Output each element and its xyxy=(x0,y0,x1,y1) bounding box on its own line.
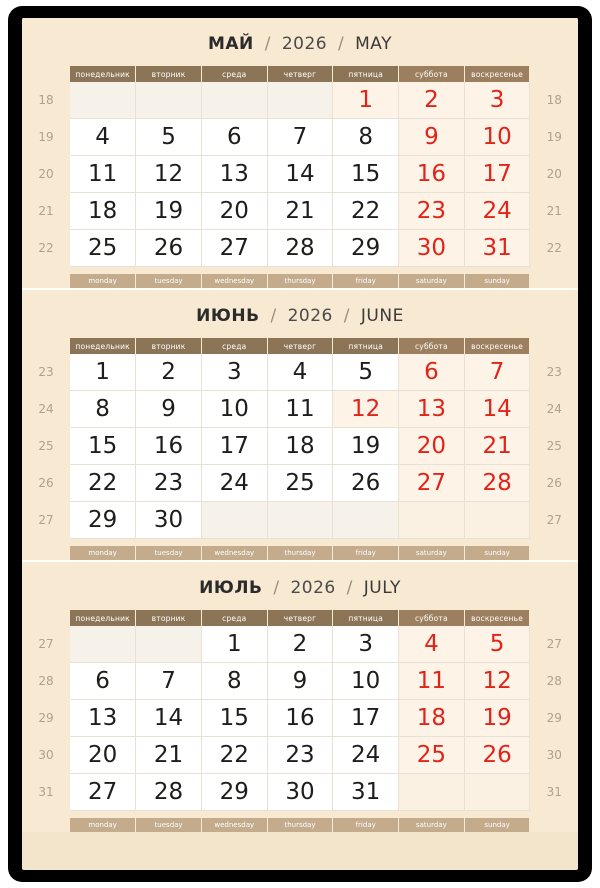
week-number-right: 22 xyxy=(530,230,578,267)
weekday-header-sunday: воскресенье xyxy=(464,610,530,626)
week-number-left: 27 xyxy=(22,502,70,539)
weekday-header-thursday: четверг xyxy=(267,66,333,82)
calendar-week-row xyxy=(22,465,578,502)
week-number-footer-left xyxy=(22,818,70,832)
day-cell[interactable]: 30 xyxy=(267,774,333,811)
day-cell[interactable]: 24 xyxy=(201,465,267,502)
day-cell[interactable] xyxy=(201,82,267,119)
week-number-left: 19 xyxy=(22,119,70,156)
weekday-header-row-ru xyxy=(22,610,578,626)
day-cell[interactable]: 20 xyxy=(201,193,267,230)
day-cell[interactable]: 29 xyxy=(333,230,399,267)
weekday-header-tuesday: вторник xyxy=(136,66,202,82)
month-block-may xyxy=(22,18,578,288)
day-cell[interactable]: 22 xyxy=(201,737,267,774)
day-cell[interactable]: 5 xyxy=(136,119,202,156)
calendar-week-row xyxy=(22,193,578,230)
weekday-header-friday: пятница xyxy=(333,66,399,82)
weekday-header-saturday: суббота xyxy=(399,338,465,354)
title-separator: / xyxy=(264,34,271,54)
day-cell[interactable]: 21 xyxy=(136,737,202,774)
weekday-footer-saturday: saturday xyxy=(399,274,465,288)
day-cell[interactable]: 20 xyxy=(70,737,136,774)
day-cell[interactable]: 10 xyxy=(201,391,267,428)
weekday-footer-thursday: thursday xyxy=(267,546,333,560)
week-number-footer-right xyxy=(530,818,578,832)
week-number-left: 29 xyxy=(22,700,70,737)
calendar-week-row xyxy=(22,502,578,539)
month-table-may xyxy=(22,66,578,288)
weekday-footer-sunday: sunday xyxy=(464,274,530,288)
day-cell[interactable]: 28 xyxy=(464,465,530,502)
day-cell[interactable]: 17 xyxy=(464,156,530,193)
day-cell[interactable]: 9 xyxy=(267,663,333,700)
day-cell[interactable]: 29 xyxy=(70,502,136,539)
month-name-ru: ИЮНЬ xyxy=(196,306,260,326)
weekday-header-tuesday: вторник xyxy=(136,610,202,626)
day-cell[interactable]: 13 xyxy=(399,391,465,428)
week-number-right: 30 xyxy=(530,737,578,774)
day-cell[interactable]: 6 xyxy=(70,663,136,700)
calendar-week-row xyxy=(22,82,578,119)
day-cell[interactable] xyxy=(136,626,202,663)
day-cell[interactable]: 31 xyxy=(333,774,399,811)
month-name-en: JUNE xyxy=(360,306,404,326)
title-separator: / xyxy=(270,306,277,326)
day-cell[interactable]: 5 xyxy=(464,626,530,663)
day-cell[interactable]: 24 xyxy=(464,193,530,230)
day-cell[interactable]: 22 xyxy=(70,465,136,502)
day-cell[interactable]: 26 xyxy=(464,737,530,774)
week-number-left: 21 xyxy=(22,193,70,230)
day-cell[interactable]: 28 xyxy=(267,230,333,267)
title-separator: / xyxy=(346,578,353,598)
day-cell[interactable]: 30 xyxy=(136,502,202,539)
day-cell[interactable]: 13 xyxy=(70,700,136,737)
week-number-header-left xyxy=(22,338,70,354)
weekday-footer-sunday: sunday xyxy=(464,818,530,832)
weekday-header-thursday: четверг xyxy=(267,338,333,354)
weekday-footer-friday: friday xyxy=(333,818,399,832)
day-cell[interactable] xyxy=(333,502,399,539)
weekday-header-sunday: воскресенье xyxy=(464,66,530,82)
week-number-right: 24 xyxy=(530,391,578,428)
weekday-footer-tuesday: tuesday xyxy=(136,546,202,560)
table-spacer xyxy=(22,539,578,547)
day-cell[interactable]: 2 xyxy=(136,354,202,391)
calendar-week-row xyxy=(22,354,578,391)
weekday-header-monday: понедельник xyxy=(70,610,136,626)
weekday-header-thursday: четверг xyxy=(267,610,333,626)
day-cell[interactable]: 12 xyxy=(464,663,530,700)
weekday-footer-wednesday: wednesday xyxy=(201,274,267,288)
weekday-header-tuesday: вторник xyxy=(136,338,202,354)
month-title-may xyxy=(22,18,578,66)
day-cell[interactable]: 11 xyxy=(399,663,465,700)
day-cell[interactable]: 21 xyxy=(464,428,530,465)
week-number-left: 25 xyxy=(22,428,70,465)
day-cell[interactable] xyxy=(464,502,530,539)
week-number-left: 28 xyxy=(22,663,70,700)
day-cell[interactable]: 8 xyxy=(333,119,399,156)
day-cell[interactable]: 21 xyxy=(267,193,333,230)
week-number-header-left xyxy=(22,66,70,82)
calendar-week-row xyxy=(22,774,578,811)
day-cell[interactable]: 23 xyxy=(267,737,333,774)
day-cell[interactable]: 4 xyxy=(70,119,136,156)
weekday-header-sunday: воскресенье xyxy=(464,338,530,354)
month-title-june xyxy=(22,290,578,338)
weekday-header-row-ru xyxy=(22,66,578,82)
day-cell[interactable]: 4 xyxy=(399,626,465,663)
week-number-right: 21 xyxy=(530,193,578,230)
day-cell[interactable]: 28 xyxy=(136,774,202,811)
day-cell[interactable]: 14 xyxy=(267,156,333,193)
week-number-left: 31 xyxy=(22,774,70,811)
month-block-june xyxy=(22,288,578,560)
month-year: 2026 xyxy=(281,34,328,54)
day-cell[interactable]: 12 xyxy=(136,156,202,193)
week-number-left: 23 xyxy=(22,354,70,391)
week-number-header-right xyxy=(530,610,578,626)
weekday-header-row-ru xyxy=(22,338,578,354)
weekday-footer-row-en xyxy=(22,818,578,832)
week-number-left: 20 xyxy=(22,156,70,193)
weekday-footer-sunday: sunday xyxy=(464,546,530,560)
day-cell[interactable]: 24 xyxy=(333,737,399,774)
day-cell[interactable]: 1 xyxy=(70,354,136,391)
day-cell[interactable] xyxy=(136,82,202,119)
week-number-right: 27 xyxy=(530,502,578,539)
day-cell[interactable]: 1 xyxy=(201,626,267,663)
weekday-header-saturday: суббота xyxy=(399,610,465,626)
week-number-header-right xyxy=(530,338,578,354)
table-spacer xyxy=(22,811,578,819)
day-cell[interactable]: 6 xyxy=(399,354,465,391)
day-cell[interactable]: 16 xyxy=(267,700,333,737)
week-number-left: 24 xyxy=(22,391,70,428)
month-table-june xyxy=(22,338,578,560)
day-cell[interactable]: 8 xyxy=(70,391,136,428)
day-cell[interactable]: 15 xyxy=(333,156,399,193)
weekday-footer-monday: monday xyxy=(70,274,136,288)
week-number-right: 31 xyxy=(530,774,578,811)
weekday-header-wednesday: среда xyxy=(201,66,267,82)
week-number-left: 18 xyxy=(22,82,70,119)
week-number-right: 23 xyxy=(530,354,578,391)
week-number-right: 26 xyxy=(530,465,578,502)
day-cell[interactable] xyxy=(70,626,136,663)
weekday-header-monday: понедельник xyxy=(70,66,136,82)
calendar-week-row xyxy=(22,737,578,774)
week-number-right: 29 xyxy=(530,700,578,737)
weekday-header-friday: пятница xyxy=(333,610,399,626)
day-cell[interactable]: 12 xyxy=(333,391,399,428)
day-cell[interactable] xyxy=(267,502,333,539)
day-cell[interactable]: 7 xyxy=(464,354,530,391)
calendar-sheet xyxy=(22,18,578,870)
day-cell[interactable]: 10 xyxy=(333,663,399,700)
week-number-left: 26 xyxy=(22,465,70,502)
day-cell[interactable]: 25 xyxy=(70,230,136,267)
weekday-footer-row-en xyxy=(22,546,578,560)
day-cell[interactable]: 18 xyxy=(267,428,333,465)
week-number-right: 28 xyxy=(530,663,578,700)
month-year: 2026 xyxy=(290,578,336,598)
day-cell[interactable]: 26 xyxy=(333,465,399,502)
weekday-footer-wednesday: wednesday xyxy=(201,818,267,832)
day-cell[interactable]: 20 xyxy=(399,428,465,465)
day-cell[interactable]: 22 xyxy=(333,193,399,230)
weekday-footer-thursday: thursday xyxy=(267,818,333,832)
day-cell[interactable]: 27 xyxy=(201,230,267,267)
table-spacer xyxy=(22,267,578,275)
day-cell[interactable]: 14 xyxy=(464,391,530,428)
day-cell[interactable]: 13 xyxy=(201,156,267,193)
day-cell[interactable]: 7 xyxy=(267,119,333,156)
weekday-footer-row-en xyxy=(22,274,578,288)
day-cell[interactable]: 17 xyxy=(333,700,399,737)
day-cell[interactable]: 10 xyxy=(464,119,530,156)
day-cell[interactable]: 18 xyxy=(70,193,136,230)
day-cell[interactable]: 1 xyxy=(333,82,399,119)
day-cell[interactable]: 2 xyxy=(399,82,465,119)
week-number-footer-right xyxy=(530,274,578,288)
day-cell[interactable] xyxy=(399,774,465,811)
day-cell[interactable]: 11 xyxy=(267,391,333,428)
day-cell[interactable]: 15 xyxy=(201,700,267,737)
day-cell[interactable]: 19 xyxy=(333,428,399,465)
week-number-right: 18 xyxy=(530,82,578,119)
week-number-right: 19 xyxy=(530,119,578,156)
month-name-ru: МАЙ xyxy=(207,34,254,54)
day-cell[interactable]: 3 xyxy=(333,626,399,663)
weekday-footer-saturday: saturday xyxy=(399,818,465,832)
week-number-right: 27 xyxy=(530,626,578,663)
day-cell[interactable] xyxy=(399,502,465,539)
week-number-footer-right xyxy=(530,546,578,560)
week-number-footer-left xyxy=(22,274,70,288)
day-cell[interactable]: 26 xyxy=(136,230,202,267)
day-cell[interactable]: 9 xyxy=(399,119,465,156)
month-name-en: JULY xyxy=(363,578,401,598)
week-number-right: 25 xyxy=(530,428,578,465)
day-cell[interactable]: 5 xyxy=(333,354,399,391)
day-cell[interactable]: 19 xyxy=(136,193,202,230)
weekday-header-wednesday: среда xyxy=(201,610,267,626)
title-separator: / xyxy=(343,306,350,326)
weekday-footer-friday: friday xyxy=(333,546,399,560)
day-cell[interactable]: 25 xyxy=(267,465,333,502)
day-cell[interactable] xyxy=(70,82,136,119)
month-name-ru: ИЮЛЬ xyxy=(199,578,263,598)
day-cell[interactable]: 4 xyxy=(267,354,333,391)
day-cell[interactable]: 8 xyxy=(201,663,267,700)
calendar-week-row xyxy=(22,230,578,267)
day-cell[interactable]: 16 xyxy=(136,428,202,465)
month-name-en: MAY xyxy=(355,34,393,54)
weekday-header-wednesday: среда xyxy=(201,338,267,354)
day-cell[interactable]: 9 xyxy=(136,391,202,428)
day-cell[interactable]: 11 xyxy=(70,156,136,193)
day-cell[interactable]: 25 xyxy=(399,737,465,774)
week-number-left: 27 xyxy=(22,626,70,663)
calendar-week-row xyxy=(22,626,578,663)
weekday-header-monday: понедельник xyxy=(70,338,136,354)
weekday-footer-wednesday: wednesday xyxy=(201,546,267,560)
day-cell[interactable]: 19 xyxy=(464,700,530,737)
week-number-header-left xyxy=(22,610,70,626)
weekday-footer-tuesday: tuesday xyxy=(136,274,202,288)
day-cell[interactable]: 23 xyxy=(136,465,202,502)
weekday-footer-monday: monday xyxy=(70,546,136,560)
day-cell[interactable]: 15 xyxy=(70,428,136,465)
week-number-footer-left xyxy=(22,546,70,560)
day-cell[interactable] xyxy=(267,82,333,119)
day-cell[interactable] xyxy=(464,774,530,811)
day-cell[interactable]: 18 xyxy=(399,700,465,737)
month-year: 2026 xyxy=(287,306,333,326)
week-number-left: 30 xyxy=(22,737,70,774)
day-cell[interactable]: 17 xyxy=(201,428,267,465)
calendar-week-row xyxy=(22,428,578,465)
calendar-week-row xyxy=(22,391,578,428)
week-number-right: 20 xyxy=(530,156,578,193)
calendar-week-row xyxy=(22,663,578,700)
weekday-footer-thursday: thursday xyxy=(267,274,333,288)
day-cell[interactable]: 2 xyxy=(267,626,333,663)
weekday-footer-tuesday: tuesday xyxy=(136,818,202,832)
calendar-week-row xyxy=(22,119,578,156)
day-cell[interactable] xyxy=(201,502,267,539)
week-number-header-right xyxy=(530,66,578,82)
weekday-header-friday: пятница xyxy=(333,338,399,354)
day-cell[interactable]: 3 xyxy=(464,82,530,119)
weekday-footer-friday: friday xyxy=(333,274,399,288)
month-table-july xyxy=(22,610,578,832)
day-cell[interactable]: 3 xyxy=(201,354,267,391)
day-cell[interactable]: 31 xyxy=(464,230,530,267)
day-cell[interactable]: 27 xyxy=(399,465,465,502)
weekday-footer-monday: monday xyxy=(70,818,136,832)
title-separator: / xyxy=(338,34,345,54)
day-cell[interactable]: 29 xyxy=(201,774,267,811)
weekday-header-saturday: суббота xyxy=(399,66,465,82)
day-cell[interactable]: 27 xyxy=(70,774,136,811)
calendar-week-row xyxy=(22,700,578,737)
day-cell[interactable]: 30 xyxy=(399,230,465,267)
day-cell[interactable]: 7 xyxy=(136,663,202,700)
week-number-left: 22 xyxy=(22,230,70,267)
title-separator: / xyxy=(273,578,280,598)
weekday-footer-saturday: saturday xyxy=(399,546,465,560)
day-cell[interactable]: 6 xyxy=(201,119,267,156)
day-cell[interactable]: 16 xyxy=(399,156,465,193)
month-block-july xyxy=(22,560,578,832)
calendar-week-row xyxy=(22,156,578,193)
day-cell[interactable]: 14 xyxy=(136,700,202,737)
day-cell[interactable]: 23 xyxy=(399,193,465,230)
month-title-july xyxy=(22,562,578,610)
